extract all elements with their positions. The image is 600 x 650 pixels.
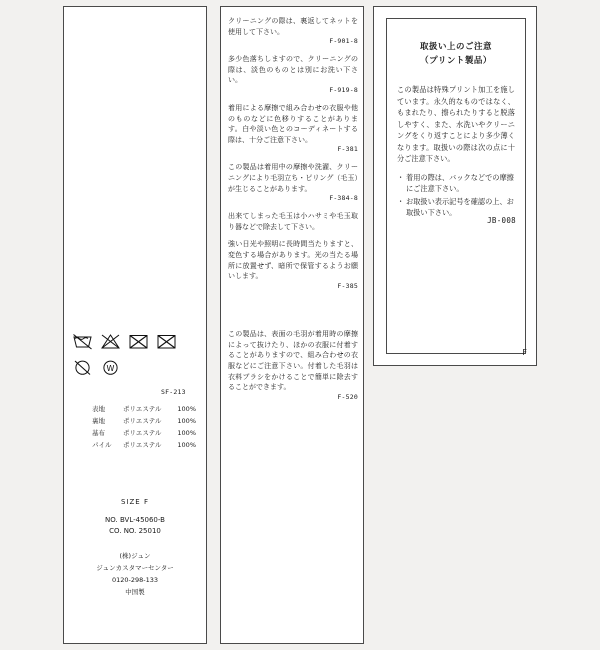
instruction-text: 強い日光や照明に長時間当たりますと、変色する場合があります。光の当たる場所に放置せず、暗所で保管するようお願いします。 xyxy=(228,240,358,281)
instruction-text: この製品は着用中の摩擦や洗濯、クリーニングにより毛羽立ち・ピリング（毛玉）が生じることがあります。 xyxy=(228,163,358,193)
fabric-part: 裏地 xyxy=(92,417,105,426)
instruction-text: クリーニングの際は、裏返してネットを使用して下さい。 xyxy=(228,17,358,36)
print-notice-title-line2: （プリント製品） xyxy=(420,55,492,66)
customer-center: ジュンカスタマーセンター xyxy=(96,564,174,573)
fabric-material: ポリエステル xyxy=(123,429,162,438)
fabric-pct: 100% xyxy=(177,405,196,413)
table-row xyxy=(92,439,196,451)
instruction-item xyxy=(228,239,358,291)
co-number: CO. NO. 25010 xyxy=(109,527,161,536)
instruction-text: この製品は、表面の毛羽が着用時の摩擦によって抜けたり、ほかの衣服に付着することがありますので、組み合わせの衣服などにご注意下さい。付着した毛羽は衣料ブラシをかけることで簡単に除去することができます。 xyxy=(228,330,358,392)
handling-instructions-panel xyxy=(220,6,364,644)
company-block xyxy=(64,550,206,598)
instruction-item xyxy=(228,329,358,403)
size-label: SIZE F xyxy=(121,498,149,506)
origin-country: 中国製 xyxy=(125,588,145,597)
fabric-composition-table xyxy=(92,403,196,451)
print-notice-code: JB-008 xyxy=(487,216,516,225)
dry-clean-prohibited-icon xyxy=(72,358,93,377)
instruction-item xyxy=(228,54,358,96)
instruction-code: F-901-8 xyxy=(329,37,358,46)
fabric-part: 表地 xyxy=(92,405,105,413)
print-notice-frame xyxy=(386,18,526,354)
instruction-code: F-385 xyxy=(337,281,358,290)
instruction-code: F-919-8 xyxy=(329,86,358,94)
fabric-part: パイル xyxy=(92,441,112,450)
symbol-code: SF-213 xyxy=(161,388,186,396)
table-row xyxy=(92,427,196,439)
instruction-text: 多少色落ちしますので、クリーニングの際は、淡色のものとは別にお洗い下さい。 xyxy=(228,55,358,85)
print-notice-title-line1: 取扱い上のご注意 xyxy=(419,42,492,52)
size-mark: F xyxy=(522,348,527,357)
size-block xyxy=(64,497,206,538)
print-notice-bullets xyxy=(399,172,515,219)
wet-clean-w-icon xyxy=(100,358,121,377)
bleach-prohibited-icon xyxy=(100,332,121,351)
print-notice-body: この製品は特殊プリント加工を施しています。永久的なものではなく、もまれたり、擦られたりすると脱落しやすく、また、水洗いやクリーニングをくり返すことにより多少薄くなります。取扱いの際は次の点に十分ご注意下さい。 xyxy=(397,85,515,164)
iron-prohibited-icon xyxy=(156,332,177,351)
fabric-material: ポリエステル xyxy=(123,417,162,426)
care-symbol-group xyxy=(72,332,200,384)
print-notice-panel xyxy=(373,6,537,366)
instruction-item xyxy=(228,103,358,155)
table-row xyxy=(92,415,196,427)
instruction-list-bottom xyxy=(228,329,358,410)
fabric-pct: 100% xyxy=(177,417,196,426)
instruction-text: 出来てしまった毛玉は小ハサミや毛玉取り器などで除去して下さい。 xyxy=(228,212,358,231)
product-number: NO. BVL-45060-B xyxy=(105,515,165,524)
instruction-code: F-381 xyxy=(337,145,358,154)
instruction-item xyxy=(228,162,358,204)
care-symbol-row-1 xyxy=(72,332,200,351)
fabric-pct: 100% xyxy=(177,441,196,450)
fabric-pct: 100% xyxy=(177,429,196,438)
fabric-material: ポリエステル xyxy=(123,405,162,413)
care-label-panel xyxy=(63,6,207,644)
svg-text:W: W xyxy=(106,364,115,373)
table-row xyxy=(92,403,196,415)
instruction-code: F-384-8 xyxy=(329,194,358,203)
list-item: ・ お取扱い表示記号を確認の上、お取扱い下さい。 xyxy=(399,196,515,219)
care-symbol-row-2 xyxy=(72,358,200,377)
phone-number: 0120-298-133 xyxy=(111,576,159,585)
instruction-text: 着用による摩擦で組み合わせの衣服や他のものなどに色移りすることがあります。白や淡い色とのコーディネートする際は、十分ご注意下さい。 xyxy=(228,103,358,144)
list-item: ・ 着用の際は、バックなどでの摩擦にご注意下さい。 xyxy=(399,172,515,195)
instruction-code: F-520 xyxy=(337,392,358,401)
tumble-dry-prohibited-icon xyxy=(128,332,149,351)
instruction-item xyxy=(228,211,358,232)
hand-wash-prohibited-icon xyxy=(72,332,93,351)
fabric-part: 基布 xyxy=(92,429,105,438)
instruction-item xyxy=(228,16,358,47)
print-notice-title xyxy=(387,41,525,68)
instruction-list-top xyxy=(228,16,358,299)
fabric-material: ポリエステル xyxy=(123,441,162,450)
company-name: (株)ジュン xyxy=(119,552,151,560)
